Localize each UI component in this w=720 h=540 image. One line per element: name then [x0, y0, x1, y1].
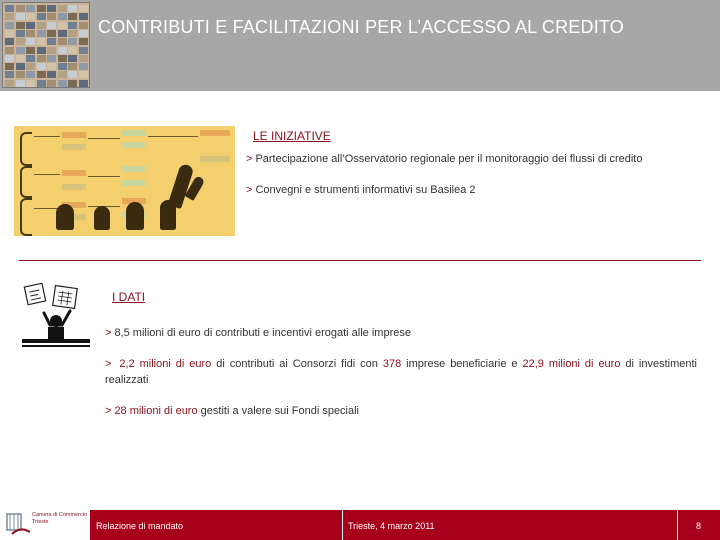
collage-tile — [16, 22, 25, 29]
collage-tile — [68, 63, 77, 70]
collage-tile — [58, 55, 67, 62]
initiative-text: Convegni e strumenti informativi su Basilea 2 — [255, 184, 476, 196]
collage-tile — [47, 47, 56, 54]
collage-tile — [68, 80, 77, 87]
brace-icon — [20, 198, 32, 236]
collage-tile — [16, 38, 25, 45]
data-item-3 — [105, 403, 359, 419]
collage-tile — [16, 71, 25, 78]
initiative-item-2 — [246, 182, 476, 198]
collage-tile — [26, 13, 35, 20]
collage-tile — [16, 63, 25, 70]
collage-tile — [47, 22, 56, 29]
logo-caption: Camera di Commercio Trieste — [32, 512, 88, 525]
bullet-marker: > — [105, 327, 112, 339]
data-text: di investimenti realizzati — [105, 358, 697, 386]
collage-tile — [79, 30, 88, 37]
collage-tile — [79, 80, 88, 87]
collage-tile — [16, 55, 25, 62]
data-text: 8,5 milioni di euro di contributi e incentivi erogati alle imprese — [114, 327, 411, 339]
chamber-of-commerce-logo — [2, 507, 88, 537]
data-text: gestiti a valere sui Fondi speciali — [197, 405, 360, 417]
collage-tile — [58, 13, 67, 20]
collage-tile — [5, 30, 14, 37]
initiatives-heading: LE INIZIATIVE — [253, 129, 331, 143]
collage-tile — [47, 80, 56, 87]
data-item-1 — [105, 325, 411, 341]
collage-tile — [5, 22, 14, 29]
collage-tile — [37, 47, 46, 54]
collage-tile — [5, 38, 14, 45]
collage-tile — [68, 38, 77, 45]
collage-tile — [68, 47, 77, 54]
brace-icon — [20, 132, 32, 166]
person-with-charts-icon — [20, 283, 92, 355]
collage-tile — [16, 30, 25, 37]
collage-tile — [47, 71, 56, 78]
collage-tile — [16, 5, 25, 12]
collage-tile — [5, 55, 14, 62]
collage-tile — [79, 63, 88, 70]
collage-tile — [26, 71, 35, 78]
collage-tile — [26, 47, 35, 54]
raised-hands-illustration — [14, 126, 235, 236]
collage-tile — [58, 30, 67, 37]
collage-tile — [37, 80, 46, 87]
collage-tile — [58, 71, 67, 78]
collage-tile — [16, 13, 25, 20]
logo-emblem-icon — [4, 508, 32, 536]
collage-tile — [58, 80, 67, 87]
bullet-marker: > — [105, 405, 112, 417]
highlight-amount: 2,2 milioni di euro — [119, 358, 212, 370]
collage-tile — [68, 71, 77, 78]
data-item-2 — [105, 356, 697, 388]
collage-tile — [26, 55, 35, 62]
page-number: 8 — [696, 521, 702, 531]
collage-tile — [37, 38, 46, 45]
collage-tile — [5, 13, 14, 20]
collage-tile — [5, 63, 14, 70]
collage-tile — [79, 22, 88, 29]
collage-tile — [5, 5, 14, 12]
bullet-marker: > — [246, 184, 253, 196]
collage-tile — [79, 38, 88, 45]
photo-collage-thumbnail — [2, 2, 90, 88]
section-divider — [19, 260, 701, 261]
collage-tile — [58, 63, 67, 70]
collage-tile — [47, 38, 56, 45]
collage-tile — [26, 30, 35, 37]
collage-tile — [47, 55, 56, 62]
collage-tile — [79, 47, 88, 54]
data-text: imprese beneficiarie e — [401, 358, 523, 370]
collage-tile — [68, 55, 77, 62]
collage-tile — [37, 71, 46, 78]
collage-tile — [37, 63, 46, 70]
bullet-marker: > — [105, 358, 112, 370]
highlight-amount: 22,9 milioni di euro — [522, 358, 621, 370]
data-heading: I DATI — [112, 290, 146, 304]
page-title: CONTRIBUTI E FACILITAZIONI PER L’ACCESSO AL CREDITO — [98, 17, 624, 37]
collage-tile — [16, 47, 25, 54]
header-band — [0, 0, 720, 91]
initiative-item-1 — [246, 151, 642, 167]
collage-tile — [68, 30, 77, 37]
collage-tile — [26, 80, 35, 87]
highlight-count: 378 — [382, 358, 402, 370]
footer-date: Trieste, 4 marzo 2011 — [348, 521, 435, 531]
collage-tile — [37, 55, 46, 62]
collage-tile — [5, 47, 14, 54]
hand-icon — [56, 204, 74, 230]
collage-tile — [5, 80, 14, 87]
collage-tile — [26, 63, 35, 70]
footer-report-title: Relazione di mandato — [96, 521, 184, 531]
collage-tile — [68, 13, 77, 20]
collage-tile — [37, 22, 46, 29]
collage-tile — [5, 71, 14, 78]
collage-tile — [79, 71, 88, 78]
collage-tile — [26, 22, 35, 29]
collage-tile — [47, 30, 56, 37]
collage-tile — [79, 55, 88, 62]
collage-tile — [68, 22, 77, 29]
collage-tile — [58, 47, 67, 54]
data-text: di contributi ai Consorzi fidi con — [211, 358, 383, 370]
collage-tile — [79, 13, 88, 20]
hand-icon — [94, 206, 110, 230]
collage-tile — [26, 38, 35, 45]
collage-tile — [47, 5, 56, 12]
collage-tile — [16, 80, 25, 87]
collage-tile — [58, 38, 67, 45]
hand-icon — [126, 202, 144, 230]
initiative-text: Partecipazione all’Osservatorio regionale per il monitoraggio dei flussi di credito — [255, 153, 643, 165]
collage-tile — [58, 5, 67, 12]
collage-tile — [68, 5, 77, 12]
collage-tile — [37, 30, 46, 37]
collage-tile — [47, 63, 56, 70]
collage-tile — [37, 5, 46, 12]
brace-icon — [20, 166, 32, 198]
collage-tile — [47, 13, 56, 20]
collage-tile — [58, 22, 67, 29]
collage-tile — [37, 13, 46, 20]
bullet-marker: > — [246, 153, 253, 165]
collage-tile — [26, 5, 35, 12]
highlight-amount: 28 milioni di euro — [114, 405, 198, 417]
collage-tile — [79, 5, 88, 12]
